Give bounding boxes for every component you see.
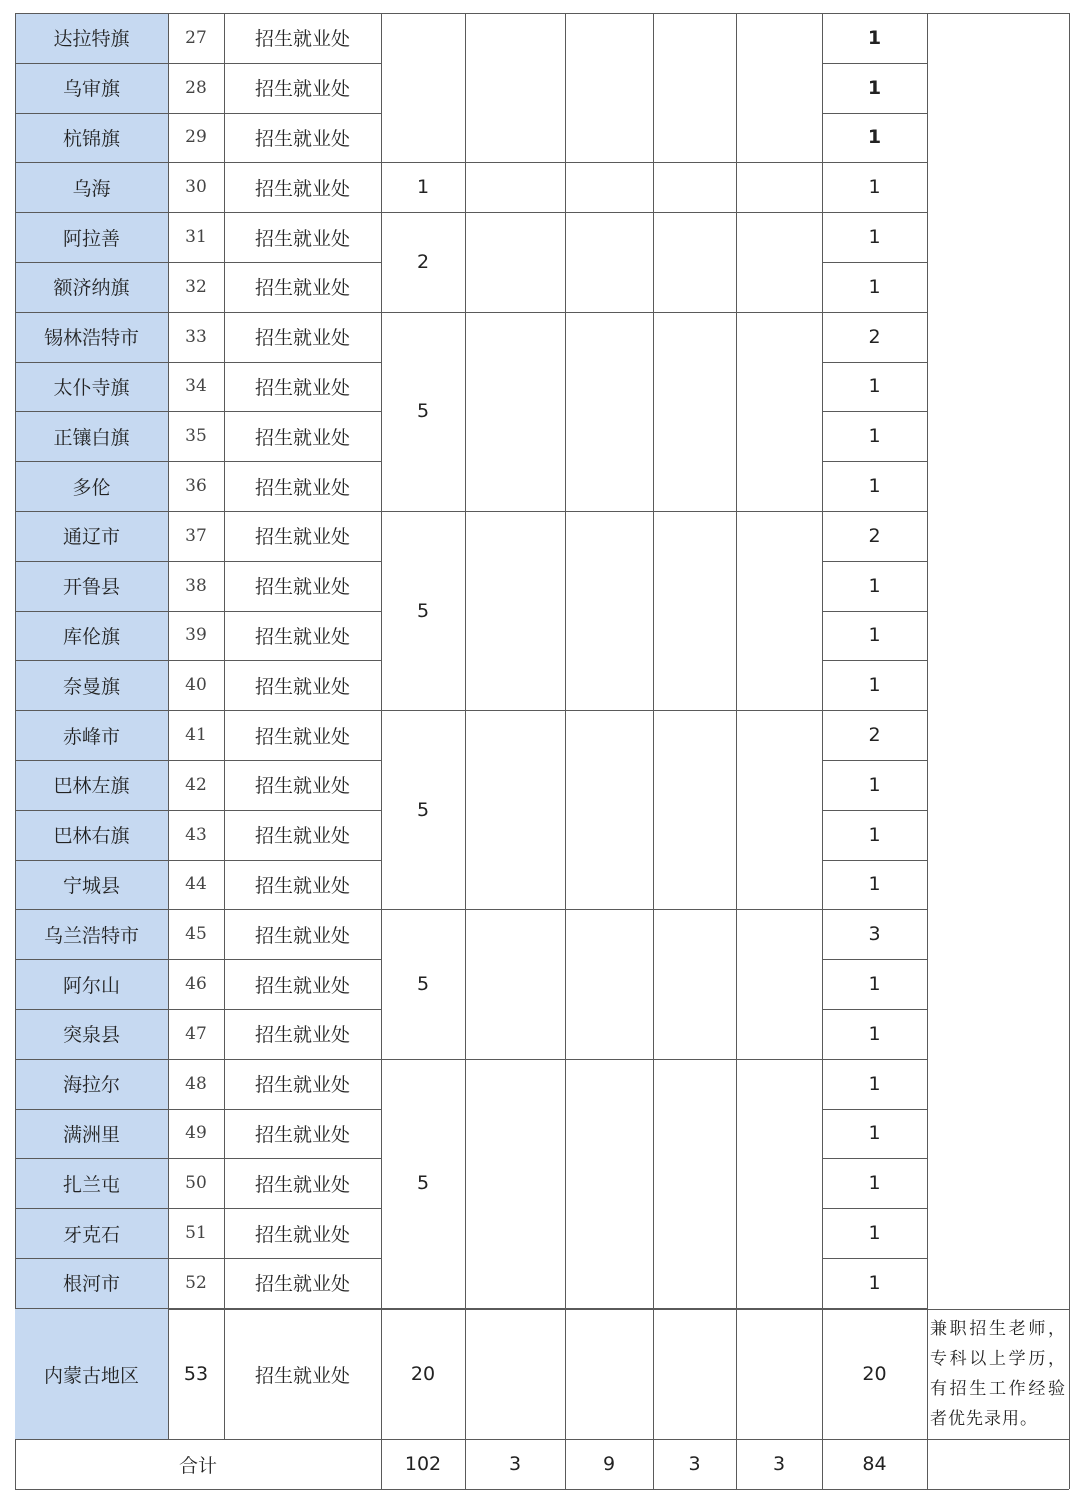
group-rule (381, 162, 822, 163)
total-cell: 1 (868, 1172, 881, 1195)
region-cell: 锡林浩特市 (15, 312, 168, 362)
row-rule (15, 212, 381, 213)
department-cell: 招生就业处 (254, 227, 350, 250)
department-cell: 招生就业处 (254, 1223, 350, 1246)
col-rule (381, 13, 382, 1489)
row-rule (822, 511, 927, 512)
number-cell: 34 (185, 376, 207, 397)
department-cell: 招生就业处 (254, 376, 350, 399)
plan-group-cell: 2 (416, 250, 430, 273)
row-rule (822, 13, 927, 14)
row-rule (822, 1258, 927, 1259)
row-rule (15, 511, 381, 512)
number-cell: 50 (185, 1173, 207, 1194)
number-cell: 48 (185, 1073, 207, 1094)
row-rule (15, 1258, 381, 1259)
department-cell: 招生就业处 (254, 924, 350, 947)
total-cell: 1 (868, 624, 881, 647)
row-rule (822, 710, 927, 711)
row-rule (822, 162, 927, 163)
department-cell: 招生就业处 (254, 874, 350, 897)
department-cell: 招生就业处 (254, 277, 350, 300)
row-rule (822, 262, 927, 263)
department-cell: 招生就业处 (254, 127, 350, 150)
region-cell-inner-mongolia: 内蒙古地区 (15, 1309, 168, 1439)
region-cell: 巴林右旗 (15, 810, 168, 860)
total-cell: 1 (868, 973, 881, 996)
group-rule (381, 13, 822, 14)
row-rule (822, 561, 927, 562)
group-rule (381, 710, 822, 711)
department-cell: 招生就业处 (254, 625, 350, 648)
row-rule (15, 561, 381, 562)
region-cell: 乌海 (15, 162, 168, 212)
row-rule (15, 1109, 381, 1110)
row-rule (822, 660, 927, 661)
total-cell: 1 (868, 475, 881, 498)
bottom-rule (15, 1489, 1069, 1490)
plan-group-cell: 5 (416, 599, 430, 622)
number-cell: 33 (185, 326, 207, 347)
row-rule (15, 13, 381, 14)
col-rule (1069, 13, 1070, 1489)
total-cell: 1 (868, 574, 881, 597)
region-cell: 阿尔山 (15, 959, 168, 1009)
number-cell: 36 (185, 476, 207, 497)
region-cell: 通辽市 (15, 511, 168, 561)
number-cell: 43 (185, 824, 207, 845)
region-cell: 达拉特旗 (15, 13, 168, 63)
row-rule (15, 760, 381, 761)
department-cell: 招生就业处 (254, 675, 350, 698)
summary-total: 84 (862, 1453, 887, 1475)
department-cell: 招生就业处 (254, 78, 350, 101)
region-cell: 乌审旗 (15, 63, 168, 113)
plan-group-cell: 5 (416, 798, 430, 821)
region-cell: 宁城县 (15, 860, 168, 910)
number-cell: 29 (185, 127, 207, 148)
department-cell: 招生就业处 (254, 327, 350, 350)
region-cell: 赤峰市 (15, 710, 168, 760)
row-rule (822, 959, 927, 960)
region-cell: 太仆寺旗 (15, 362, 168, 412)
row-rule (15, 611, 381, 612)
number-cell: 45 (185, 924, 207, 945)
summary-col5: 3 (688, 1453, 701, 1475)
col-rule (565, 13, 566, 1489)
col-rule (224, 13, 225, 1439)
row-rule (822, 611, 927, 612)
plan-cell-inner-mongolia: 20 (410, 1363, 436, 1385)
number-cell: 30 (185, 177, 207, 198)
row-rule (15, 162, 381, 163)
number-cell: 47 (185, 1023, 207, 1044)
row-rule (822, 113, 927, 114)
total-cell: 1 (868, 1022, 881, 1045)
summary-label: 合计 (178, 1454, 217, 1477)
department-cell: 招生就业处 (254, 177, 350, 200)
row-rule (822, 362, 927, 363)
region-cell: 正镶白旗 (15, 411, 168, 461)
number-cell: 52 (185, 1272, 207, 1293)
number-cell: 42 (185, 774, 207, 795)
row-rule (822, 760, 927, 761)
total-cell: 2 (868, 724, 881, 747)
col-rule (927, 13, 928, 1489)
total-cell: 1 (867, 26, 882, 49)
department-cell-inner-mongolia: 招生就业处 (254, 1364, 350, 1387)
total-cell: 1 (868, 773, 881, 796)
plan-group-cell: 1 (416, 176, 430, 199)
row-rule (822, 810, 927, 811)
region-cell: 突泉县 (15, 1009, 168, 1059)
row-rule (15, 411, 381, 412)
number-cell: 35 (185, 426, 207, 447)
total-cell: 3 (868, 923, 881, 946)
plan-group-cell: 5 (416, 1172, 430, 1195)
number-cell: 51 (185, 1223, 207, 1244)
row-rule (15, 113, 381, 114)
region-cell: 阿拉善 (15, 212, 168, 262)
row-rule (822, 411, 927, 412)
row-rule (822, 312, 927, 313)
department-cell: 招生就业处 (254, 576, 350, 599)
total-cell: 1 (868, 1072, 881, 1095)
row-rule (15, 362, 381, 363)
plan-group-cell: 5 (416, 400, 430, 423)
row-rule (15, 860, 381, 861)
department-cell: 招生就业处 (254, 1273, 350, 1296)
row-rule (15, 262, 381, 263)
row-rule (822, 860, 927, 861)
row-rule (15, 312, 381, 313)
row-rule (15, 810, 381, 811)
department-cell: 招生就业处 (254, 825, 350, 848)
region-cell: 乌兰浩特市 (15, 909, 168, 959)
region-cell: 额济纳旗 (15, 262, 168, 312)
row-rule (822, 1009, 927, 1010)
summary-col4: 9 (602, 1453, 616, 1475)
row-rule (822, 909, 927, 910)
department-cell: 招生就业处 (254, 1024, 350, 1047)
region-cell: 满洲里 (15, 1109, 168, 1159)
region-cell: 巴林左旗 (15, 760, 168, 810)
row-rule (15, 63, 381, 64)
region-cell: 根河市 (15, 1258, 168, 1308)
col-rule (822, 13, 823, 1489)
group-rule (381, 212, 822, 213)
department-cell: 招生就业处 (254, 974, 350, 997)
row-rule (15, 1009, 381, 1010)
department-cell: 招生就业处 (254, 1123, 350, 1146)
department-cell: 招生就业处 (254, 526, 350, 549)
col-rule (15, 13, 16, 1489)
number-cell-inner-mongolia: 53 (183, 1363, 209, 1385)
region-cell: 开鲁县 (15, 561, 168, 611)
total-cell: 2 (868, 325, 881, 348)
region-cell: 奈曼旗 (15, 660, 168, 710)
number-cell: 41 (185, 725, 207, 746)
number-cell: 37 (185, 525, 207, 546)
row-rule (822, 461, 927, 462)
total-cell: 1 (867, 76, 882, 99)
total-cell: 1 (868, 1222, 881, 1245)
number-cell: 28 (185, 77, 207, 98)
row-rule (15, 461, 381, 462)
total-cell: 1 (868, 375, 881, 398)
row-rule (15, 710, 381, 711)
department-cell: 招生就业处 (254, 1074, 350, 1097)
total-cell: 1 (868, 275, 881, 298)
row-rule (822, 1158, 927, 1159)
department-cell: 招生就业处 (254, 426, 350, 449)
region-cell: 多伦 (15, 461, 168, 511)
remark-note: 兼职招生老师，专科以上学历，有招生工作经验者优先录用。 (930, 1319, 1066, 1429)
number-cell: 39 (185, 625, 207, 646)
plan-group-cell (381, 13, 465, 162)
total-cell: 1 (868, 873, 881, 896)
row-rule (15, 909, 381, 910)
total-cell: 1 (867, 126, 882, 149)
region-cell: 扎兰屯 (15, 1158, 168, 1208)
number-cell: 40 (185, 675, 207, 696)
region-cell: 牙克石 (15, 1208, 168, 1258)
department-cell: 招生就业处 (254, 476, 350, 499)
row-rule (15, 660, 381, 661)
row-rule (822, 1109, 927, 1110)
col-rule (168, 13, 169, 1439)
total-cell: 1 (868, 226, 881, 249)
region-cell: 杭锦旗 (15, 113, 168, 163)
row-rule (15, 959, 381, 960)
number-cell: 49 (185, 1123, 207, 1144)
department-cell: 招生就业处 (254, 28, 350, 51)
plan-group-cell: 5 (416, 973, 430, 996)
summary-plan: 102 (404, 1453, 442, 1475)
group-rule (381, 312, 822, 313)
department-cell: 招生就业处 (254, 1173, 350, 1196)
row-rule (822, 1208, 927, 1209)
number-cell: 32 (185, 276, 207, 297)
total-cell: 1 (868, 1122, 881, 1145)
row-rule (822, 63, 927, 64)
row-rule (15, 1208, 381, 1209)
number-cell: 38 (185, 575, 207, 596)
number-cell: 31 (185, 227, 207, 248)
group-rule (381, 511, 822, 512)
total-cell: 1 (868, 425, 881, 448)
group-rule (381, 1059, 822, 1060)
summary-col3: 3 (508, 1453, 522, 1475)
total-cell: 2 (868, 524, 881, 547)
row-rule (822, 1059, 927, 1060)
number-cell: 46 (185, 974, 207, 995)
total-cell-inner-mongolia: 20 (862, 1363, 887, 1385)
col-rule (736, 13, 737, 1489)
number-cell: 27 (185, 27, 207, 48)
total-cell: 1 (868, 674, 881, 697)
department-cell: 招生就业处 (254, 725, 350, 748)
row-rule (15, 1059, 381, 1060)
number-cell: 44 (185, 874, 207, 895)
row-rule (15, 1158, 381, 1159)
total-cell: 1 (868, 176, 881, 199)
group-rule (381, 909, 822, 910)
col-rule (465, 13, 466, 1489)
region-cell: 库伦旗 (15, 611, 168, 661)
region-cell: 海拉尔 (15, 1059, 168, 1109)
top-rule (927, 13, 1069, 14)
col-rule (653, 13, 654, 1489)
department-cell: 招生就业处 (254, 775, 350, 798)
summary-col6: 3 (772, 1453, 786, 1475)
total-cell: 1 (868, 823, 881, 846)
total-cell: 1 (868, 1271, 881, 1294)
row-rule (822, 212, 927, 213)
